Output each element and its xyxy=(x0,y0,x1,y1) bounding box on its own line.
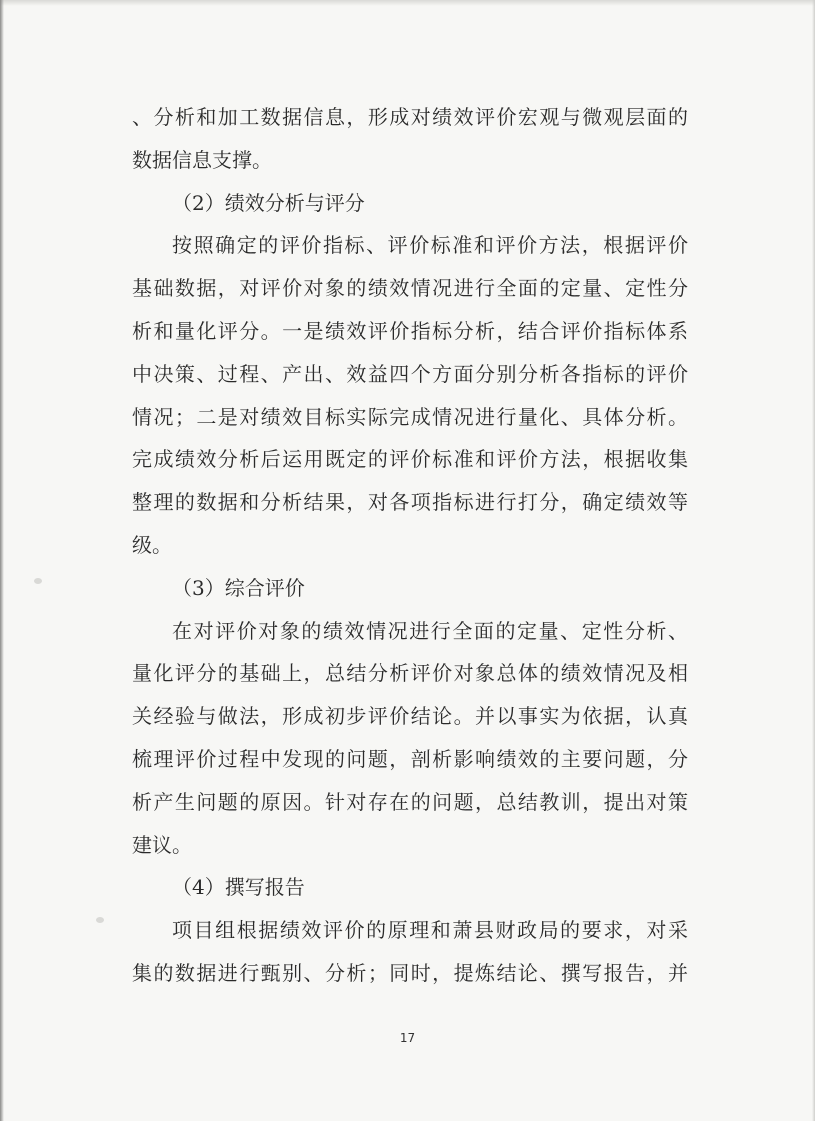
paragraph-line: 数据信息支撑。 xyxy=(132,147,272,172)
paragraph-line: 项目组根据绩效评价的原理和萧县财政局的要求，对采 xyxy=(172,918,688,943)
paragraph-line: 情况；二是对绩效目标实际完成情况进行量化、具体分析。 xyxy=(132,404,688,429)
scan-speck xyxy=(96,917,104,923)
paragraph-line: 关经验与做法，形成初步评价结论。并以事实为依据，认真 xyxy=(132,704,688,729)
paragraph-line: 按照确定的评价指标、评价标准和评价方法，根据评价 xyxy=(172,233,688,258)
paragraph-line: 整理的数据和分析结果，对各项指标进行打分，确定绩效等 xyxy=(132,490,688,515)
paragraph-line: 级。 xyxy=(132,532,172,557)
paragraph-line: 集的数据进行甄别、分析；同时，提炼结论、撰写报告，并 xyxy=(132,960,688,985)
page-number: 17 xyxy=(399,1031,416,1045)
paragraph-line: 析产生问题的原因。针对存在的问题，总结教训，提出对策 xyxy=(132,789,688,814)
paragraph-line: 建议。 xyxy=(132,832,192,857)
scan-top-edge xyxy=(0,0,815,6)
paragraph-line: 基础数据，对评价对象的绩效情况进行全面的定量、定性分 xyxy=(132,276,688,301)
body-text xyxy=(132,96,688,995)
paragraph-line: 在对评价对象的绩效情况进行全面的定量、定性分析、 xyxy=(172,618,688,643)
paragraph-line: 梳理评价过程中发现的问题，剖析影响绩效的主要问题，分 xyxy=(132,746,688,771)
section-heading-2: （2）绩效分析与评分 xyxy=(172,190,365,215)
paragraph-line: 、分析和加工数据信息，形成对绩效评价宏观与微观层面的 xyxy=(132,105,688,129)
paragraph-line: 完成绩效分析后运用既定的评价标准和评价方法，根据收集 xyxy=(132,447,688,472)
scan-left-edge xyxy=(0,0,4,1121)
paragraph-line: 析和量化评分。一是绩效评价指标分析，结合评价指标体系 xyxy=(132,318,688,343)
scan-speck xyxy=(34,578,42,584)
paragraph-line: 量化评分的基础上，总结分析评价对象总体的绩效情况及相 xyxy=(132,661,688,686)
section-heading-3: （3）综合评价 xyxy=(172,575,305,600)
paragraph-line: 中决策、过程、产出、效益四个方面分别分析各指标的评价 xyxy=(132,361,688,386)
section-heading-4: （4）撰写报告 xyxy=(172,875,305,900)
